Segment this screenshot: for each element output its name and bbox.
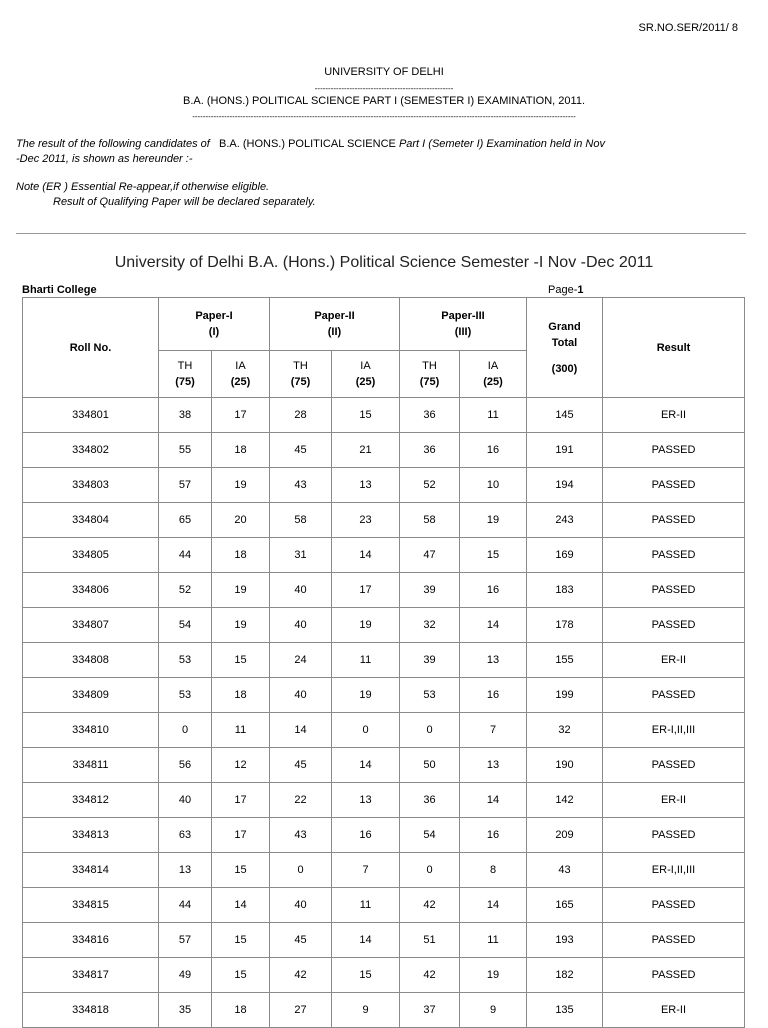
grand-total-cell: 142 — [527, 783, 603, 818]
p2-th-cell: 43 — [270, 818, 332, 853]
grand-total-cell: 135 — [527, 993, 603, 1028]
paper-2-ia-header: IA (25) — [332, 351, 400, 398]
result-cell: PASSED — [603, 433, 745, 468]
grand-total-cell: 169 — [527, 538, 603, 573]
p3-ia-cell: 8 — [460, 853, 527, 888]
table-row — [23, 713, 745, 748]
p1-ia-cell: 19 — [212, 608, 270, 643]
p1-ia-cell: 12 — [212, 748, 270, 783]
p1-th-cell: 13 — [159, 853, 212, 888]
result-cell: PASSED — [603, 818, 745, 853]
roll-no-cell: 334808 — [23, 643, 159, 678]
p1-ia-cell: 20 — [212, 503, 270, 538]
grand-total-header: Grand Total (300) — [527, 298, 603, 398]
intro-course: B.A. (HONS.) POLITICAL SCIENCE — [219, 138, 396, 150]
p2-ia-cell: 19 — [332, 608, 400, 643]
p3-ia-cell: 9 — [460, 993, 527, 1028]
p3-th-cell: 54 — [400, 818, 460, 853]
p1-ia-cell: 15 — [212, 853, 270, 888]
grand-total-cell: 43 — [527, 853, 603, 888]
p3-th-cell: 36 — [400, 783, 460, 818]
heading-underline: ---------------------------------------------------- — [314, 84, 454, 93]
p1-th-cell: 55 — [159, 433, 212, 468]
intro-text-c: Part I (Semeter I) Examination held in Nov — [398, 138, 605, 150]
p1-th-cell: 40 — [159, 783, 212, 818]
roll-no-cell: 334801 — [23, 398, 159, 433]
p1-ia-cell: 18 — [212, 678, 270, 713]
grand-total-cell: 209 — [527, 818, 603, 853]
p3-ia-cell: 16 — [460, 818, 527, 853]
p2-th-cell: 40 — [270, 608, 332, 643]
roll-no-cell: 334817 — [23, 958, 159, 993]
p1-ia-cell: 15 — [212, 643, 270, 678]
result-cell: PASSED — [603, 923, 745, 958]
table-row — [23, 923, 745, 958]
grand-total-cell: 183 — [527, 573, 603, 608]
serial-number: SR.NO.SER/2011/ 8 — [638, 22, 738, 34]
roll-no-cell: 334802 — [23, 433, 159, 468]
p2-ia-cell: 23 — [332, 503, 400, 538]
p2-th-cell: 58 — [270, 503, 332, 538]
paper-2-th-header: TH (75) — [270, 351, 332, 398]
grand-total-cell: 191 — [527, 433, 603, 468]
table-row — [23, 468, 745, 503]
p2-ia-cell: 15 — [332, 398, 400, 433]
intro-text-d: -Dec 2011, is shown as hereunder :- — [16, 153, 193, 165]
grand-total-cell: 194 — [527, 468, 603, 503]
roll-no-cell: 334806 — [23, 573, 159, 608]
p1-ia-cell: 17 — [212, 398, 270, 433]
p1-th-cell: 57 — [159, 468, 212, 503]
p3-th-cell: 42 — [400, 958, 460, 993]
paper-2-header: Paper-II (II) — [270, 298, 400, 351]
p2-ia-cell: 7 — [332, 853, 400, 888]
grand-total-cell: 243 — [527, 503, 603, 538]
p3-ia-cell: 19 — [460, 958, 527, 993]
p2-ia-cell: 9 — [332, 993, 400, 1028]
p1-th-cell: 56 — [159, 748, 212, 783]
p3-ia-cell: 11 — [460, 398, 527, 433]
p2-th-cell: 45 — [270, 748, 332, 783]
p3-th-cell: 36 — [400, 398, 460, 433]
table-row — [23, 643, 745, 678]
result-title: University of Delhi B.A. (Hons.) Political Science Semester -I Nov -Dec 2011 — [114, 254, 654, 271]
p3-th-cell: 42 — [400, 888, 460, 923]
grand-total-cell: 145 — [527, 398, 603, 433]
p1-ia-cell: 19 — [212, 573, 270, 608]
p2-th-cell: 45 — [270, 923, 332, 958]
p2-ia-cell: 14 — [332, 923, 400, 958]
grand-total-cell: 199 — [527, 678, 603, 713]
table-row — [23, 748, 745, 783]
result-cell: PASSED — [603, 503, 745, 538]
p2-ia-cell: 19 — [332, 678, 400, 713]
p3-th-cell: 39 — [400, 643, 460, 678]
result-cell: PASSED — [603, 538, 745, 573]
intro-text-a: The result of the following candidates of — [16, 138, 210, 150]
p1-ia-cell: 18 — [212, 538, 270, 573]
roll-no-cell: 334812 — [23, 783, 159, 818]
divider — [16, 233, 746, 234]
table-row — [23, 503, 745, 538]
p1-ia-cell: 18 — [212, 993, 270, 1028]
grand-total-cell: 182 — [527, 958, 603, 993]
university-heading: UNIVERSITY OF DELHI — [324, 66, 444, 78]
p1-th-cell: 35 — [159, 993, 212, 1028]
p2-ia-cell: 13 — [332, 468, 400, 503]
roll-no-cell: 334804 — [23, 503, 159, 538]
p1-ia-cell: 18 — [212, 433, 270, 468]
p2-th-cell: 40 — [270, 678, 332, 713]
p2-th-cell: 45 — [270, 433, 332, 468]
grand-total-cell: 165 — [527, 888, 603, 923]
table-row — [23, 888, 745, 923]
paper-1-ia-header: IA (25) — [212, 351, 270, 398]
result-header: Result — [603, 298, 745, 398]
result-cell: PASSED — [603, 608, 745, 643]
p2-th-cell: 40 — [270, 573, 332, 608]
p3-ia-cell: 14 — [460, 783, 527, 818]
roll-no-header: Roll No. — [23, 298, 159, 398]
roll-no-cell: 334810 — [23, 713, 159, 748]
p2-th-cell: 0 — [270, 853, 332, 888]
page-number: 1 — [577, 284, 584, 296]
roll-no-cell: 334811 — [23, 748, 159, 783]
p2-ia-cell: 11 — [332, 888, 400, 923]
page-label: Page- — [548, 284, 578, 296]
p1-ia-cell: 15 — [212, 923, 270, 958]
p2-ia-cell: 13 — [332, 783, 400, 818]
intro-paragraph — [16, 137, 656, 167]
p3-th-cell: 32 — [400, 608, 460, 643]
table-row — [23, 433, 745, 468]
p1-th-cell: 44 — [159, 888, 212, 923]
p3-ia-cell: 19 — [460, 503, 527, 538]
p2-ia-cell: 0 — [332, 713, 400, 748]
p1-th-cell: 53 — [159, 678, 212, 713]
grand-total-cell: 193 — [527, 923, 603, 958]
p1-ia-cell: 19 — [212, 468, 270, 503]
p2-ia-cell: 16 — [332, 818, 400, 853]
p1-th-cell: 63 — [159, 818, 212, 853]
p1-th-cell: 49 — [159, 958, 212, 993]
p2-ia-cell: 14 — [332, 748, 400, 783]
roll-no-cell: 334815 — [23, 888, 159, 923]
p3-ia-cell: 14 — [460, 608, 527, 643]
p2-th-cell: 24 — [270, 643, 332, 678]
p1-ia-cell: 11 — [212, 713, 270, 748]
p1-th-cell: 38 — [159, 398, 212, 433]
roll-no-cell: 334805 — [23, 538, 159, 573]
p1-th-cell: 44 — [159, 538, 212, 573]
p3-th-cell: 58 — [400, 503, 460, 538]
p2-th-cell: 14 — [270, 713, 332, 748]
roll-no-cell: 334813 — [23, 818, 159, 853]
p3-ia-cell: 15 — [460, 538, 527, 573]
p3-ia-cell: 13 — [460, 748, 527, 783]
grand-total-cell: 155 — [527, 643, 603, 678]
table-row — [23, 573, 745, 608]
p3-th-cell: 51 — [400, 923, 460, 958]
results-table — [22, 297, 745, 1028]
p1-th-cell: 57 — [159, 923, 212, 958]
table-row — [23, 678, 745, 713]
grand-total-cell: 178 — [527, 608, 603, 643]
p3-th-cell: 52 — [400, 468, 460, 503]
p1-ia-cell: 17 — [212, 818, 270, 853]
exam-underline: ------------------------------------------------------------------------------------------------------------------------------------------------ — [192, 112, 576, 121]
p3-th-cell: 53 — [400, 678, 460, 713]
table-row — [23, 398, 745, 433]
result-cell: PASSED — [603, 678, 745, 713]
p1-th-cell: 0 — [159, 713, 212, 748]
p2-th-cell: 27 — [270, 993, 332, 1028]
p2-th-cell: 31 — [270, 538, 332, 573]
p2-th-cell: 40 — [270, 888, 332, 923]
result-cell: ER-I,II,III — [603, 713, 745, 748]
p1-th-cell: 53 — [159, 643, 212, 678]
table-row — [23, 538, 745, 573]
p1-th-cell: 52 — [159, 573, 212, 608]
table-row — [23, 783, 745, 818]
p1-ia-cell: 15 — [212, 958, 270, 993]
p3-th-cell: 0 — [400, 713, 460, 748]
paper-1-header: Paper-I (I) — [159, 298, 270, 351]
result-cell: PASSED — [603, 958, 745, 993]
p3-ia-cell: 11 — [460, 923, 527, 958]
p2-ia-cell: 21 — [332, 433, 400, 468]
p3-ia-cell: 16 — [460, 678, 527, 713]
paper-3-header: Paper-III (III) — [400, 298, 527, 351]
exam-heading: B.A. (HONS.) POLITICAL SCIENCE PART I (SEMESTER I) EXAMINATION, 2011. — [183, 95, 585, 107]
p3-ia-cell: 10 — [460, 468, 527, 503]
table-row — [23, 608, 745, 643]
result-cell: ER-II — [603, 398, 745, 433]
paper-1-th-header: TH (75) — [159, 351, 212, 398]
p2-ia-cell: 11 — [332, 643, 400, 678]
p2-th-cell: 22 — [270, 783, 332, 818]
paper-3-th-header: TH (75) — [400, 351, 460, 398]
roll-no-cell: 334809 — [23, 678, 159, 713]
roll-no-cell: 334816 — [23, 923, 159, 958]
p1-th-cell: 54 — [159, 608, 212, 643]
result-cell: ER-I,II,III — [603, 853, 745, 888]
p3-th-cell: 37 — [400, 993, 460, 1028]
p3-ia-cell: 13 — [460, 643, 527, 678]
p1-th-cell: 65 — [159, 503, 212, 538]
p3-ia-cell: 16 — [460, 573, 527, 608]
p2-th-cell: 28 — [270, 398, 332, 433]
p3-th-cell: 50 — [400, 748, 460, 783]
p3-th-cell: 0 — [400, 853, 460, 888]
table-row — [23, 958, 745, 993]
note-line-1: Note (ER ) Essential Re-appear,if otherwise eligible. — [16, 181, 270, 193]
result-cell: PASSED — [603, 888, 745, 923]
table-row — [23, 853, 745, 888]
roll-no-cell: 334818 — [23, 993, 159, 1028]
p2-ia-cell: 14 — [332, 538, 400, 573]
paper-3-ia-header: IA (25) — [460, 351, 527, 398]
result-cell: PASSED — [603, 468, 745, 503]
result-cell: ER-II — [603, 993, 745, 1028]
p2-ia-cell: 15 — [332, 958, 400, 993]
p3-ia-cell: 16 — [460, 433, 527, 468]
roll-no-cell: 334807 — [23, 608, 159, 643]
table-row — [23, 993, 745, 1028]
p3-th-cell: 47 — [400, 538, 460, 573]
roll-no-cell: 334814 — [23, 853, 159, 888]
p3-th-cell: 39 — [400, 573, 460, 608]
page-indicator — [548, 284, 583, 296]
result-cell: ER-II — [603, 783, 745, 818]
p1-ia-cell: 17 — [212, 783, 270, 818]
college-name: Bharti College — [22, 284, 97, 296]
p2-ia-cell: 17 — [332, 573, 400, 608]
p3-ia-cell: 14 — [460, 888, 527, 923]
grand-total-cell: 32 — [527, 713, 603, 748]
p3-th-cell: 36 — [400, 433, 460, 468]
result-cell: PASSED — [603, 748, 745, 783]
p1-ia-cell: 14 — [212, 888, 270, 923]
note-line-2: Result of Qualifying Paper will be declared separately. — [53, 196, 316, 208]
p2-th-cell: 43 — [270, 468, 332, 503]
p3-ia-cell: 7 — [460, 713, 527, 748]
result-cell: ER-II — [603, 643, 745, 678]
table-row — [23, 818, 745, 853]
roll-no-cell: 334803 — [23, 468, 159, 503]
result-cell: PASSED — [603, 573, 745, 608]
note-block — [16, 180, 656, 210]
grand-total-cell: 190 — [527, 748, 603, 783]
p2-th-cell: 42 — [270, 958, 332, 993]
